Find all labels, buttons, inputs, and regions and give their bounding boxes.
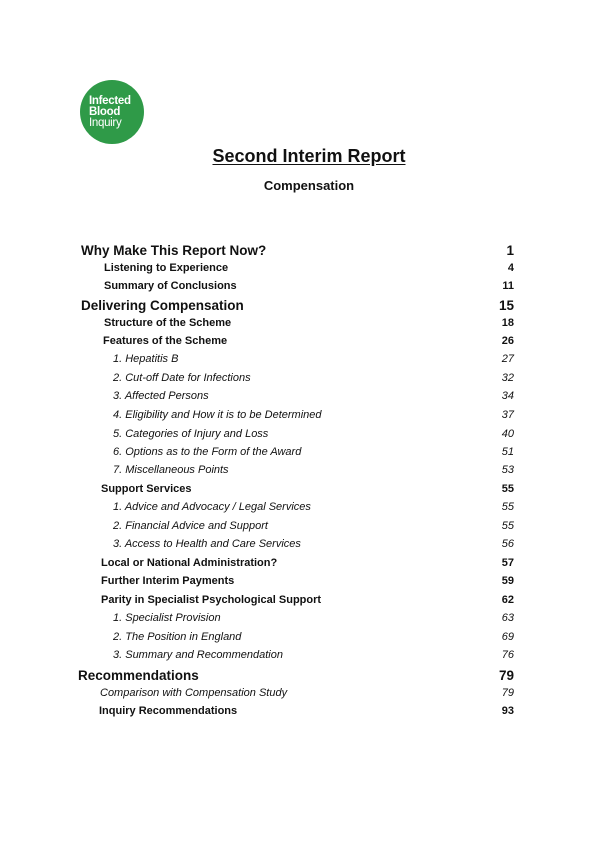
toc-entry-page-number: 69 [501,631,514,643]
toc-entry-page-number: 79 [498,668,514,683]
toc-entry-page-number: 27 [501,353,514,365]
toc-entry-page-number: 1 [506,243,514,258]
toc-entry-page-number: 93 [501,705,514,717]
toc-entry-title: Support Services [101,483,192,495]
toc-entry-page-number: 40 [501,428,514,440]
toc-entry-page-number: 15 [498,298,514,313]
toc-entry-title: Delivering Compensation [81,298,244,313]
toc-entry-title: 7. Miscellaneous Points [113,464,229,476]
toc-entry-title: Inquiry Recommendations [99,705,238,717]
toc-entry-page-number: 76 [501,649,514,661]
logo-text-line1: Infected [89,95,131,107]
toc-entry-page-number: 59 [501,575,514,587]
toc-entry-page-number: 57 [501,557,514,569]
toc-entry-title: Local or National Administration? [101,557,278,569]
toc-entry-page-number: 11 [502,280,514,292]
toc-entry-page-number: 55 [501,520,514,532]
toc-entry-page-number: 26 [501,335,514,347]
toc-entry-title: Listening to Experience [104,262,229,274]
toc-entry-page-number: 18 [501,317,514,329]
toc-entry [0,243,595,261]
toc-entry-title: Parity in Specialist Psychological Support [101,594,322,606]
toc-entry-title: 4. Eligibility and How it is to be Determined [113,409,322,421]
toc-entry-title: 1. Specialist Provision [113,612,221,624]
toc-entry-title: 3. Summary and Recommendation [113,649,283,661]
toc-entry-page-number: 34 [501,390,514,402]
toc-entry-title: Features of the Scheme [103,335,228,347]
toc-entry-title: Comparison with Compensation Study [100,687,288,699]
toc-entry-title: Further Interim Payments [101,575,235,587]
toc-entry-page-number: 4 [507,262,514,274]
toc-entry-page-number: 63 [501,612,514,624]
toc-entry-page-number: 53 [501,464,514,476]
toc-entry-page-number: 55 [501,501,514,513]
page-title: Second Interim Report [212,146,406,166]
toc-entry-page-number: 51 [501,446,514,458]
toc-entry-title: 2. Cut-off Date for Infections [113,372,251,384]
toc-entry-page-number: 56 [501,538,514,550]
toc-entry-title: Summary of Conclusions [104,280,237,292]
toc-entry-title: 3. Access to Health and Care Services [113,538,301,550]
toc-entry-title: 2. The Position in England [113,631,242,643]
toc-entry-page-number: 55 [501,483,514,495]
toc-entry-title: 6. Options as to the Form of the Award [113,446,302,458]
logo-text-line3: Inquiry [89,117,122,129]
toc-entry-title: 1. Advice and Advocacy / Legal Services [113,501,311,513]
toc-entry-title: 2. Financial Advice and Support [113,520,268,532]
logo-text-line2: Blood [89,106,121,118]
page-subtitle: Compensation [263,178,355,193]
toc-entry-page-number: 62 [501,594,514,606]
toc-entry-title: Structure of the Scheme [104,317,232,329]
toc-entry [0,298,595,316]
toc-entry-title: Why Make This Report Now? [81,243,267,258]
toc-entry-title: Recommendations [78,668,199,683]
toc-entry-title: 1. Hepatitis B [113,353,179,365]
toc-entry-page-number: 32 [501,372,514,384]
toc-entry-page-number: 37 [501,409,514,421]
toc-entry-page-number: 79 [501,687,514,699]
toc-entry [0,668,595,686]
toc-entry-title: 3. Affected Persons [113,390,209,402]
toc-entry-title: 5. Categories of Injury and Loss [113,428,269,440]
